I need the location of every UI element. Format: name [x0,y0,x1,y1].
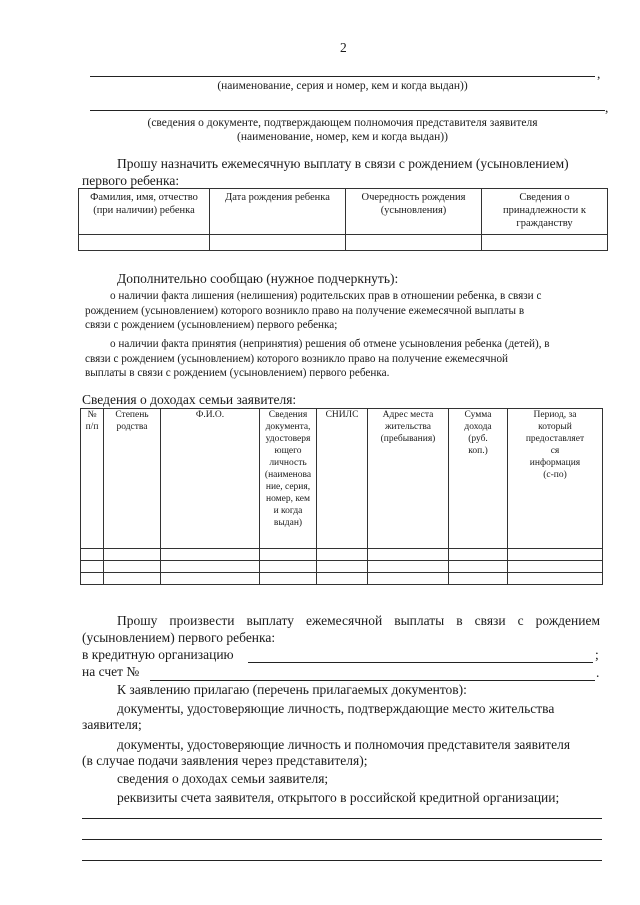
additional-title: Дополнительно сообщаю (нужное подчеркнуть): [117,271,399,286]
cell[interactable] [81,561,104,573]
attach-blank-line[interactable] [82,818,602,819]
birth-date-cell[interactable] [210,235,346,251]
cell[interactable] [161,561,260,573]
request-line-2: первого ребенка: [82,173,180,188]
table-row [81,549,603,561]
cell[interactable] [161,549,260,561]
account-label: на счет № [82,664,140,679]
document-fill-line[interactable] [90,76,595,77]
cell[interactable] [368,561,449,573]
additional-item-1: о наличии факта лишения (нелишения) родительских прав в отношении ребенка, в связи с рождением (усыновлением) которого возникло право на получение ежемесячной выплаты в связи с рождением (усыновлением) первого ребенка; [85,290,542,331]
attach-blank-line[interactable] [82,860,602,861]
cell[interactable] [317,549,368,561]
cell[interactable] [368,573,449,585]
comma: , [605,100,609,115]
comma: , [597,66,601,81]
income-table [80,408,603,585]
birth-order-cell[interactable] [346,235,482,251]
cell[interactable] [104,573,161,585]
degree-header: Степень родства [104,409,161,549]
cell[interactable] [81,573,104,585]
id-document-header: Сведения документа, удостоверя ющего личность (наименова ние, серия, номер, кем и когда выдан) [260,409,317,549]
table-row [81,561,603,573]
income-title: Сведения о доходах семьи заявителя: [82,392,297,407]
num-header: № п/п [81,409,104,549]
cell[interactable] [260,573,317,585]
cell[interactable] [104,549,161,561]
cell[interactable] [260,549,317,561]
attach-title: К заявлению прилагаю (перечень прилагаемых документов): [117,682,467,697]
cell[interactable] [368,549,449,561]
page-number: 2 [340,40,347,55]
child-name-header: Фамилия, имя, отчество (при наличии) ребенка [79,189,210,235]
cell[interactable] [449,573,508,585]
period-mark: . [596,665,600,680]
bank-input-line[interactable] [248,662,593,663]
rep-document-caption-2: (наименование, номер, кем и когда выдан)) [237,131,448,143]
cell[interactable] [161,573,260,585]
snils-header: СНИЛС [317,409,368,549]
child-table [78,188,608,251]
document-caption: (наименование, серия и номер, кем и когда выдан)) [217,80,468,92]
address-header: Адрес места жительства (пребывания) [368,409,449,549]
rep-document-fill-line[interactable] [90,110,605,111]
bank-label: в кредитную организацию [82,647,234,662]
income-sum-header: Сумма дохода (руб. коп.) [449,409,508,549]
attach-blank-line[interactable] [82,839,602,840]
attach-item-1: документы, удостоверяющие личность, подтверждающие место жительства заявителя; [82,701,555,732]
citizenship-cell[interactable] [482,235,608,251]
attach-item-3: сведения о доходах семьи заявителя; [117,771,329,786]
payment-line-2: (усыновлением) первого ребенка: [82,630,276,645]
account-input-line[interactable] [150,680,595,681]
cell[interactable] [508,573,603,585]
cell[interactable] [508,561,603,573]
period-header: Период, за который предоставляет ся информация (с-по) [508,409,603,549]
cell[interactable] [260,561,317,573]
table-row [81,573,603,585]
cell[interactable] [508,549,603,561]
fio-header: Ф.И.О. [161,409,260,549]
request-line-1: Прошу назначить ежемесячную выплату в связи с рождением (усыновлением) [117,156,569,171]
additional-item-2: о наличии факта принятия (непринятия) решения об отмене усыновления ребенка (детей), в связи с рождением (усыновлением) которого возникло право на получение ежемесячной выплаты в связи с рождением (усыновлением) первого ребенка. [85,338,550,379]
attach-item-4: реквизиты счета заявителя, открытого в российской кредитной организации; [117,790,560,805]
cell[interactable] [317,573,368,585]
cell[interactable] [449,561,508,573]
birth-order-header: Очередность рождения (усыновления) [346,189,482,235]
payment-line-1: Прошу произвести выплату ежемесячной выплаты в связи с рождением [117,613,600,628]
child-name-cell[interactable] [79,235,210,251]
attach-item-2: документы, удостоверяющие личность и полномочия представителя заявителя (в случае подачи заявления через представителя); [82,737,571,768]
rep-document-caption-1: (сведения о документе, подтверждающем полномочия представителя заявителя [147,117,538,129]
semicolon: ; [595,647,599,662]
citizenship-header: Сведения о принадлежности к гражданству [482,189,608,235]
cell[interactable] [81,549,104,561]
cell[interactable] [317,561,368,573]
birth-date-header: Дата рождения ребенка [210,189,346,235]
cell[interactable] [104,561,161,573]
cell[interactable] [449,549,508,561]
